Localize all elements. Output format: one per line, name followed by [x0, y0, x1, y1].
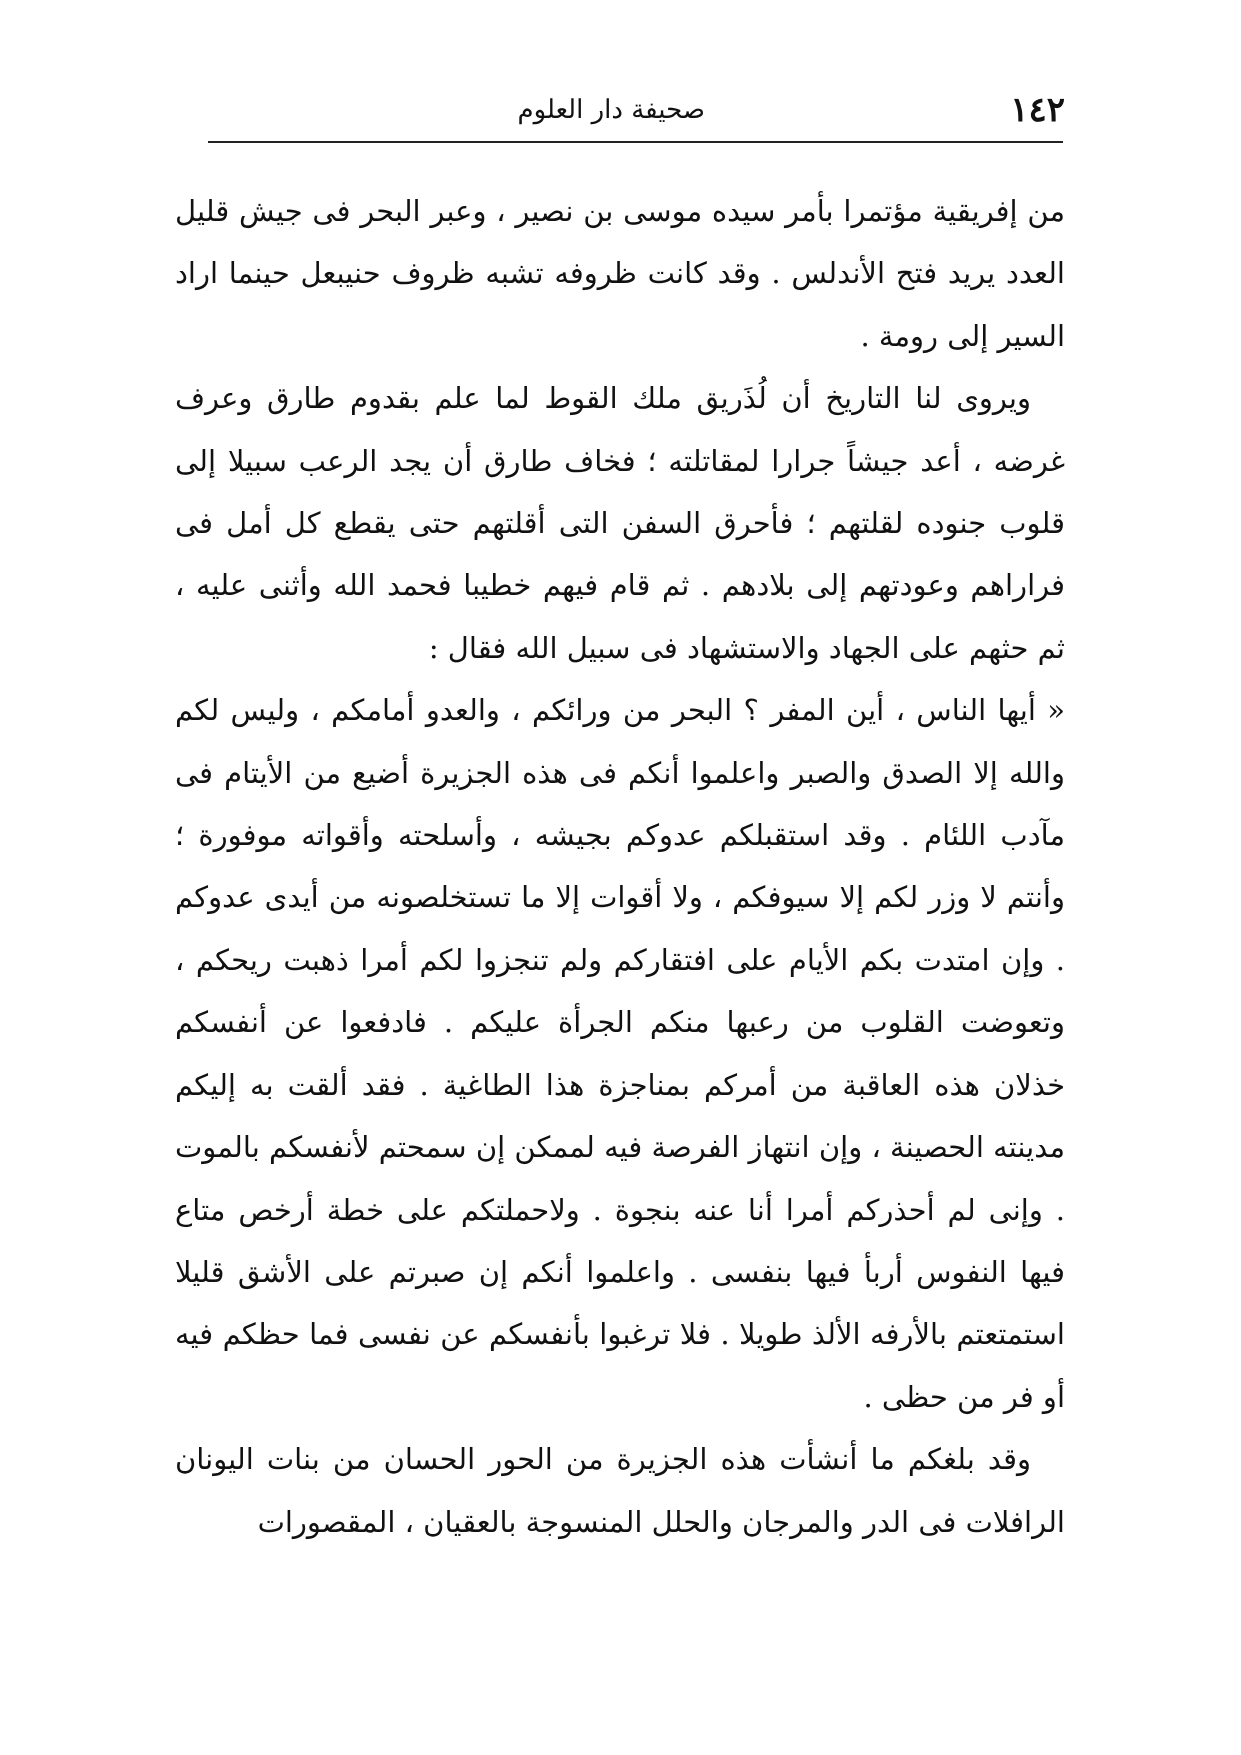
paragraph: من إفريقية مؤتمرا بأمر سيده موسى بن نصير ، وعبر البحر فى جيش قليل العدد يريد فتح الأندلس . وقد كانت ظروفه تشبه ظروف حنيبعل حينما اراد السير إلى رومة . — [175, 194, 1065, 353]
running-title: صحيفة دار العلوم — [517, 95, 705, 125]
page-header — [180, 88, 1065, 132]
paragraph-quote: « أيها الناس ، أين المفر ؟ البحر من ورائكم ، والعدو أمامكم ، وليس لكم والله إلا الصدق والصبر واعلموا أنكم فى هذه الجزيرة أضيع من الأيتام فى مآدب اللئام . وقد استقبلكم عدوكم بجيشه ، وأسلحته وأقواته موفورة ؛ وأنتم لا وزر لكم إلا سيوفكم ، ولا أقوات إلا ما تستخلصونه من أيدى عدوكم . وإن امتدت بكم الأيام على افتقاركم ولم تنجزوا لكم أمرا ذهبت ريحكم ، وتعوضت القلوب من رعبها منكم الجرأة عليكم . فادفعوا عن أنفسكم خذلان هذه العاقبة من أمركم بمناجزة هذا الطاغية . فقد ألقت به إليكم مدينته الحصينة ، وإن انتهاز الفرصة فيه لممكن إن سمحتم لأنفسكم بالموت . وإنى لم أحذركم أمرا أنا عنه بنجوة . ولاحملتكم على خطة أرخص متاع فيها النفوس أربأ فيها بنفسى . واعلموا أنكم إن صبرتم على الأشق قليلا استمتعتم بالأرفه الألذ طويلا . فلا ترغبوا بأنفسكم عن نفسى فما حظكم فيه أو فر من حظى . — [175, 693, 1066, 1414]
body-text — [175, 180, 1065, 1553]
paragraph: ويروى لنا التاريخ أن لُذَريق ملك القوط لما علم بقدوم طارق وعرف غرضه ، أعد جيشاً جرارا لمقاتلته ؛ فخاف طارق أن يجد الرعب سبيلا إلى قلوب جنوده لقلتهم ؛ فأحرق السفن التى أقلتهم حتى يقطع كل أمل فى فراراهم وعودتهم إلى بلادهم . ثم قام فيهم خطيبا فحمد الله وأثنى عليه ، ثم حثهم على الجهاد والاستشهاد فى سبيل الله فقال : — [175, 381, 1065, 665]
paragraph: وقد بلغكم ما أنشأت هذه الجزيرة من الحور الحسان من بنات اليونان الرافلات فى الدر والمرجان والحلل المنسوجة بالعقيان ، المقصورات — [175, 1442, 1065, 1539]
page-number: ١٤٢ — [1010, 90, 1065, 130]
header-divider — [208, 141, 1063, 143]
